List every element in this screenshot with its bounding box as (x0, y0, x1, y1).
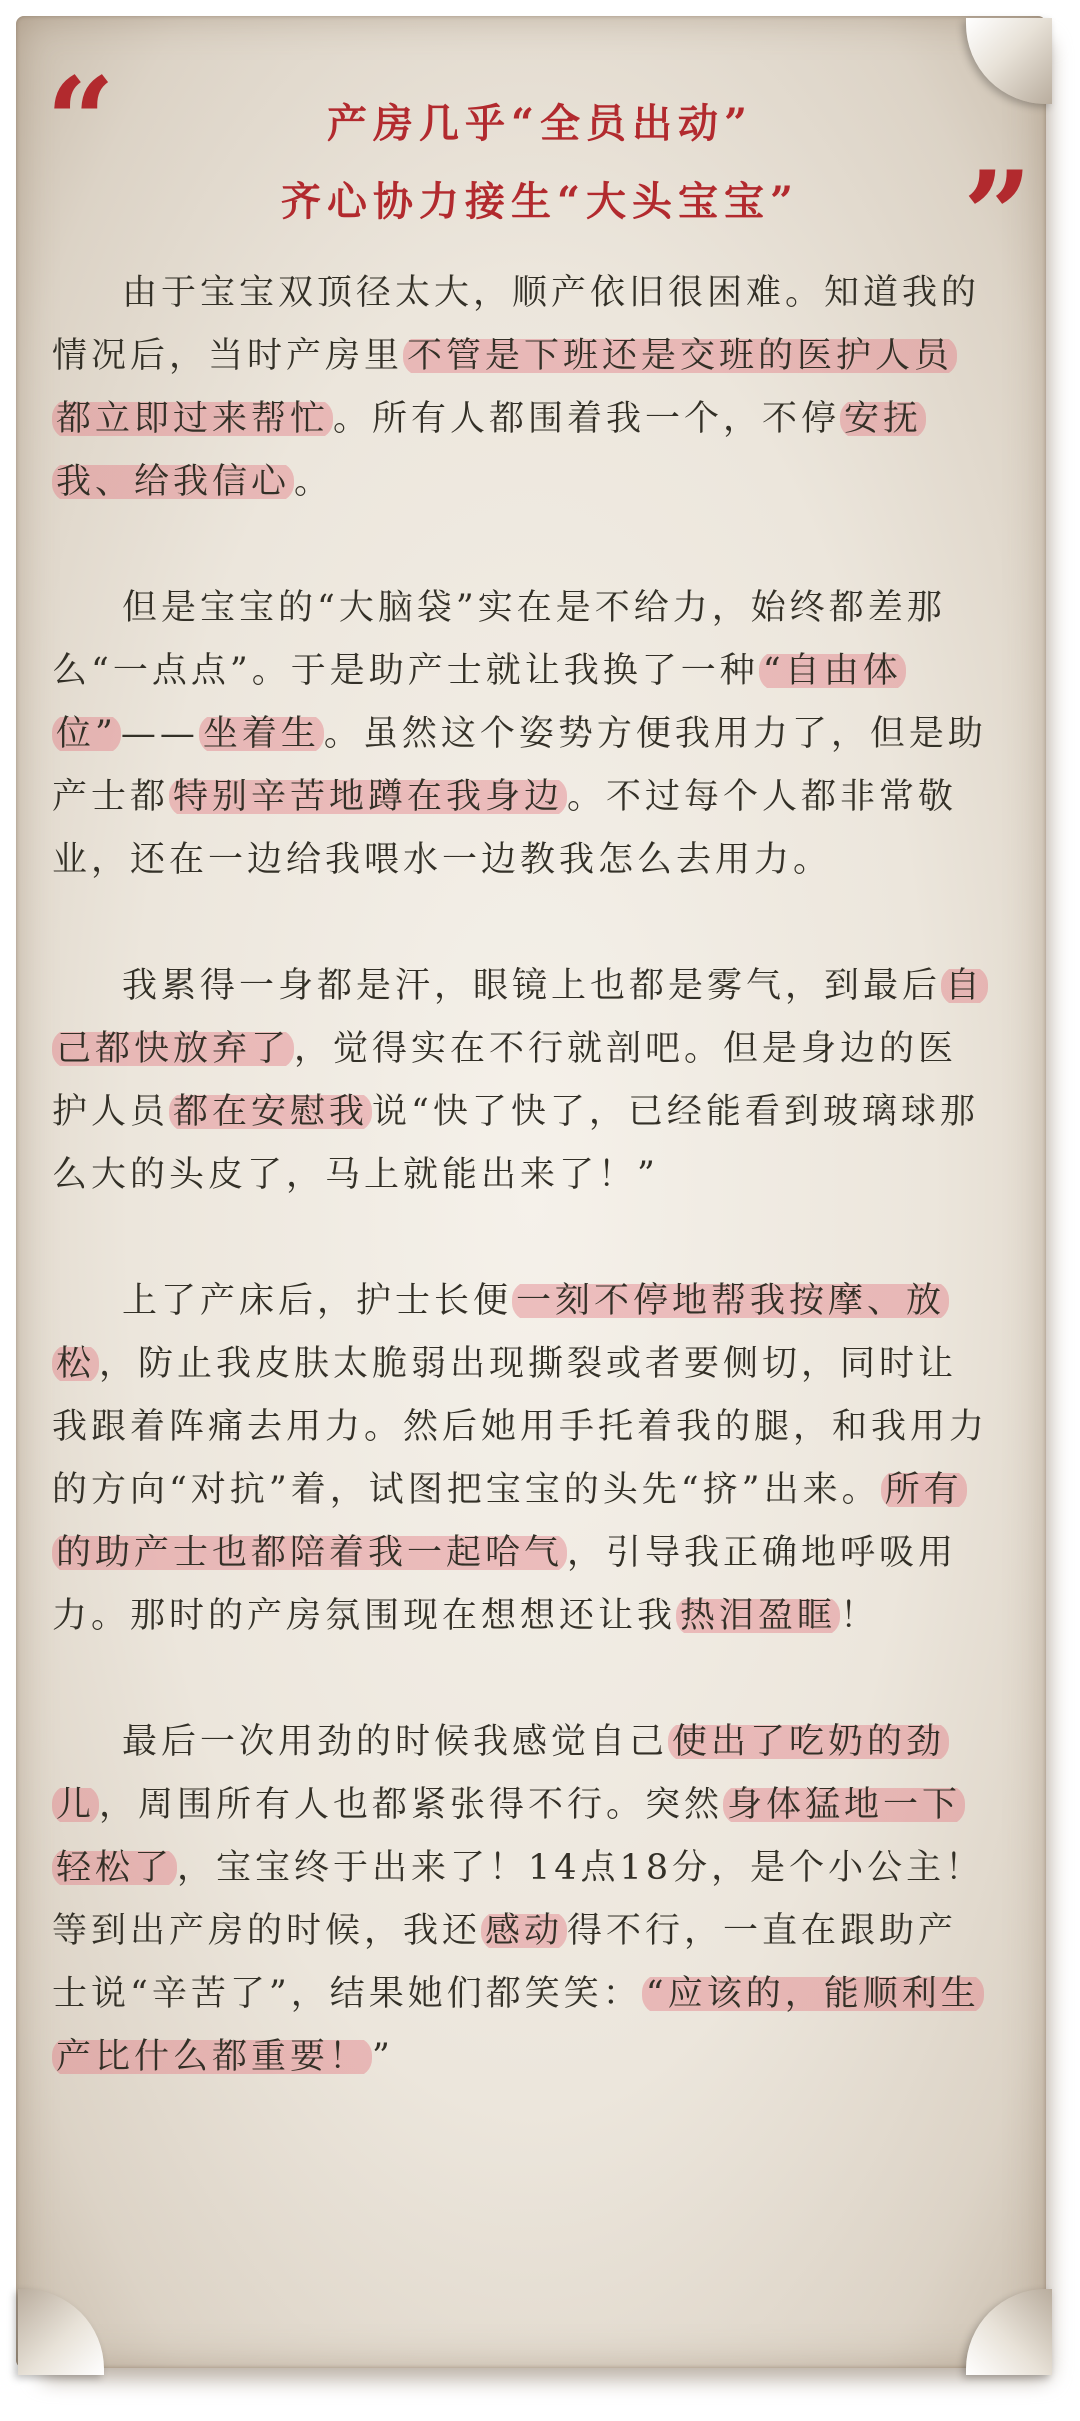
highlighted-text: 热泪盈眶 (676, 1596, 840, 1636)
article-body (52, 262, 992, 2152)
paragraph-text: ，周围所有人也都紧张得不行。突然 (99, 1785, 724, 1825)
highlighted-text: “应该的，能顺利生产比什么都重要！ (52, 1974, 984, 2077)
paragraph-text: 由于宝宝双顶径太大，顺产依旧很困难。知道我的情况后，当时产房里 (52, 273, 981, 376)
highlighted-text: 一刻不停地帮我按摩、放松 (52, 1281, 949, 1384)
paragraph-text: ，引导我正确地呼吸用力。那时的产房氛围现在想想还让我 (52, 1533, 958, 1636)
paragraph-text: 上了产床后，护士长便 (122, 1281, 513, 1321)
highlighted-text: 所有的助产士也都陪着我一起哈气 (52, 1470, 967, 1573)
paragraph-text: ” (372, 2037, 394, 2077)
highlighted-text: 都在安慰我 (169, 1092, 372, 1132)
highlighted-text: 特别辛苦地蹲在我身边 (169, 777, 567, 817)
title-line-2: 齐心协力接生“大头宝宝” (280, 178, 799, 225)
highlighted-text: “自由体位” (52, 651, 906, 754)
paragraph-text: 。不过每个人都非常敬业，还在一边给我喂水一边教我怎么去用力。 (52, 777, 958, 880)
paragraph-text: 。虽然这个姿势方便我用力了，但是助产士都 (52, 714, 987, 817)
highlighted-text: 安抚我、给我信心 (52, 399, 926, 502)
highlighted-text: 使出了吃奶的劲儿 (52, 1722, 949, 1825)
highlighted-text: 自己都快放弃了 (52, 966, 988, 1069)
paragraph-text: 。所有人都围着我一个，不停 (333, 399, 841, 439)
paragraph-text: ，觉得实在不行就剖吧。但是身边的医护人员 (52, 1029, 958, 1132)
paragraph-3 (52, 955, 992, 1207)
highlighted-text: 身体猛地一下轻松了 (52, 1785, 965, 1888)
paragraph-5 (52, 1711, 992, 2089)
paragraph-2 (52, 577, 992, 892)
paragraph-text: ！ (840, 1596, 880, 1636)
highlighted-text: 感动 (481, 1911, 567, 1951)
open-quote-mark: “ (46, 51, 116, 192)
paragraph-text: 最后一次用劲的时候我感觉自己 (122, 1722, 669, 1762)
paragraph-text: ，防止我皮肤太脆弱出现撕裂或者要侧切，同时让我跟着阵痛去用力。然后她用手托着我的腿，和我用力的方向“对抗”着，试图把宝宝的头先“挤”出来。 (52, 1344, 989, 1510)
close-quote-mark: ” (962, 145, 1032, 286)
paragraph-text: 说“快了快了，已经能看到玻璃球那么大的头皮了，马上就能出来了！” (52, 1092, 979, 1195)
paragraph-text: 得不行，一直在跟助产士说“辛苦了”，结果她们都笑笑： (52, 1911, 958, 2014)
highlighted-text: 坐着生 (199, 714, 324, 754)
paragraph-text: 。 (294, 462, 334, 502)
paragraph-4 (52, 1270, 992, 1648)
paragraph-text: 但是宝宝的“大脑袋”实在是不给力，始终都差那么“一点点”。于是助产士就让我换了一种 (52, 588, 946, 691)
highlighted-text: 不管是下班还是交班的医护人员都立即过来帮忙 (52, 336, 957, 439)
title-line-1: 产房几乎“全员出动” (326, 100, 753, 147)
paragraph-1 (52, 262, 992, 514)
paragraph-text: ，宝宝终于出来了！14点18分，是个小公主！等到出产房的时候，我还 (52, 1848, 985, 1951)
paragraph-text: —— (120, 714, 199, 754)
paragraph-text: 我累得一身都是汗，眼镜上也都是雾气，到最后 (122, 966, 942, 1006)
